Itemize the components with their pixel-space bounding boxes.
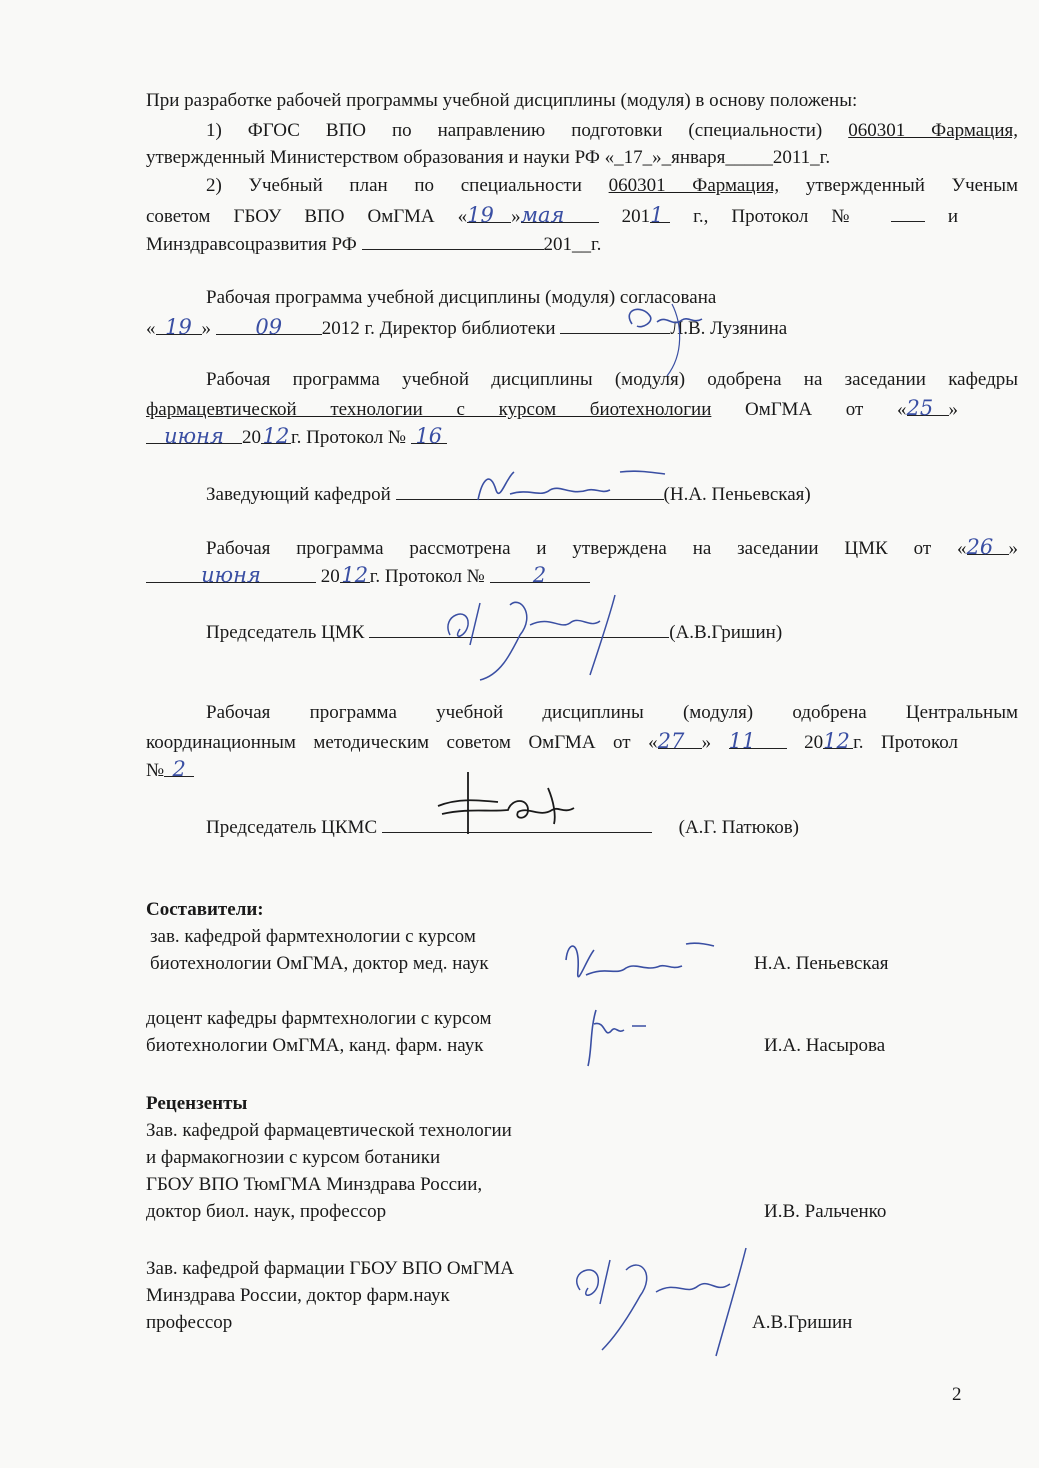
- item2-protocol-label: г., Протокол №: [693, 206, 868, 227]
- dept-line1: Рабочая программа учебной дисциплины (модуля) одобрена на заседании кафедры: [206, 369, 1018, 390]
- reviewer2-title-line3: профессор: [146, 1312, 233, 1333]
- item1-line2: утвержденный Министерством образования и науки РФ «_17_»_января_____2011_г.: [146, 147, 831, 168]
- ckms-month-handwritten: 11: [728, 729, 756, 753]
- cmk-protocol-label: г. Протокол №: [369, 566, 485, 587]
- library-director-label: 2012 г. Директор библиотеки: [321, 318, 556, 339]
- dept-line2: [146, 395, 958, 423]
- dept-quote-close: »: [948, 399, 958, 420]
- reviewer1-title-line3: ГБОУ ВПО ТюмГМА Минздрава России,: [146, 1174, 483, 1195]
- library-day-handwritten: 19: [165, 315, 192, 339]
- dept-head-name: (Н.А. Пеньевская): [663, 484, 811, 505]
- reviewer1-title-line4: доктор биол. наук, профессор: [146, 1201, 387, 1222]
- ckms-chair-name: (А.Г. Патюков): [678, 817, 799, 838]
- item2-year-handwritten: 1: [650, 203, 664, 227]
- ckms-year-handwritten: 12: [823, 729, 850, 753]
- reviewer1-title-line2: и фармакогнозии с курсом ботаники: [146, 1147, 441, 1168]
- dept-from: ОмГМА от «: [745, 399, 907, 420]
- cmk-year-prefix: 20: [320, 566, 340, 587]
- dept-month-handwritten: июня: [164, 424, 224, 448]
- library-quote-open: «: [146, 318, 156, 339]
- ckms-year-suffix: г.: [853, 732, 864, 753]
- dept-year-prefix: 20: [242, 427, 261, 448]
- ckms-day-handwritten: 27: [657, 729, 685, 753]
- reviewers-heading: Рецензенты: [146, 1093, 248, 1114]
- item2-ministry: Минздравсоцразвития РФ: [146, 234, 357, 255]
- cmk-chair-label: Председатель ЦМК: [206, 622, 365, 643]
- reviewer2-title-line1: Зав. кафедрой фармации ГБОУ ВПО ОмГМА: [146, 1258, 514, 1279]
- dept-head-label: Заведующий кафедрой: [206, 484, 391, 505]
- cmk-year-handwritten: 12: [341, 563, 369, 587]
- intro-text: При разработке рабочей программы учебной дисциплины (модуля) в основу положены:: [146, 90, 858, 111]
- cmk-quote-close: »: [1008, 538, 1018, 559]
- ckms-council-text: координационным методическим советом ОмГМА от «: [146, 732, 658, 753]
- item2-protocol-blank: [891, 201, 925, 222]
- item2-text: 2) Учебный план по специальности: [206, 175, 582, 196]
- library-quote-close: »: [201, 318, 211, 339]
- item2-line1: [146, 173, 1018, 199]
- ckms-protocol-label: Протокол: [880, 732, 959, 753]
- author1-title-line2: биотехнологии ОмГМА, доктор мед. наук: [150, 953, 489, 974]
- item2-and: и: [947, 206, 959, 227]
- dept-protocol-handwritten: 16: [415, 424, 443, 448]
- ckms-protocol-handwritten: 2: [172, 757, 186, 781]
- author1-title-line1: зав. кафедрой фармтехнологии с курсом: [150, 926, 476, 947]
- item2-council-text: советом ГБОУ ВПО ОмГМА «: [146, 206, 468, 227]
- item2-day-handwritten: 19: [467, 203, 494, 227]
- item2-quote: »: [511, 206, 521, 227]
- library-line1: Рабочая программа учебной дисциплины (модуля) согласована: [206, 287, 717, 308]
- cmk-day-handwritten: 26: [966, 535, 994, 559]
- reviewer2-title-line2: Минздрава России, доктор фарм.наук: [146, 1285, 450, 1306]
- cmk-text: Рабочая программа рассмотрена и утверждена на заседании ЦМК от «: [206, 538, 967, 559]
- reviewer2-signature: [566, 1240, 766, 1360]
- library-director-name: Л.В. Лузянина: [670, 318, 788, 339]
- item2-line3: [146, 229, 601, 258]
- cmk-line1: [146, 534, 1018, 562]
- ckms-line1: Рабочая программа учебной дисциплины (модуля) одобрена Центральным: [206, 702, 1018, 723]
- dept-protocol-label: г. Протокол №: [291, 427, 407, 448]
- ckms-line2: [146, 728, 958, 756]
- page-number: 2: [952, 1384, 962, 1405]
- dept-head-signature: [470, 460, 670, 510]
- ckms-protocol-no: №: [146, 760, 165, 781]
- item2-month-handwritten: мая: [520, 203, 565, 227]
- ckms-chair-label: Председатель ЦКМС: [206, 817, 378, 838]
- author2-name: И.А. Насырова: [764, 1035, 886, 1056]
- ckms-chair-signature: [428, 768, 588, 838]
- item2-ministry-year: 201__г.: [543, 234, 602, 255]
- author1-signature: [556, 930, 716, 1000]
- ckms-year-prefix: 20: [804, 732, 824, 753]
- reviewer1-title-line1: Зав. кафедрой фармацевтической технологии: [146, 1120, 512, 1141]
- item1-specialty: 060301 Фармация,: [848, 120, 1018, 141]
- item2-specialty: 060301 Фармация,: [608, 175, 780, 196]
- cmk-chair-name: (А.В.Гришин): [669, 622, 783, 643]
- dept-year-handwritten: 12: [262, 424, 290, 448]
- reviewer2-name: А.В.Гришин: [752, 1312, 853, 1333]
- reviewer1-name: И.В. Ральченко: [764, 1201, 887, 1222]
- dept-name: фармацевтической технологии с курсом биотехнологии: [146, 399, 712, 420]
- authors-heading: Составители:: [146, 899, 264, 920]
- cmk-month-handwritten: июня: [201, 563, 261, 587]
- author2-title-line2: биотехнологии ОмГМА, канд. фарм. наук: [146, 1035, 484, 1056]
- author2-title-line1: доцент кафедры фармтехнологии с курсом: [146, 1008, 492, 1029]
- item2-ministry-blank: [362, 229, 544, 250]
- item1-line1: [146, 118, 1018, 144]
- item2-text-post: утвержденный Ученым: [805, 175, 1019, 196]
- author1-name: Н.А. Пеньевская: [754, 953, 889, 974]
- library-month-handwritten: 09: [255, 315, 283, 339]
- item2-line2: [146, 201, 958, 230]
- ckms-quote-close: »: [701, 732, 712, 753]
- ckms-line3: [146, 756, 194, 784]
- dept-day-handwritten: 25: [906, 396, 934, 420]
- item1-text: 1) ФГОС ВПО по направлению подготовки (специальности): [206, 120, 823, 141]
- cmk-chair-signature: [440, 585, 650, 685]
- item2-year-prefix: 201: [621, 206, 651, 227]
- cmk-protocol-handwritten: 2: [532, 563, 547, 587]
- dept-line3: [146, 423, 447, 451]
- author2-signature: [576, 1000, 676, 1070]
